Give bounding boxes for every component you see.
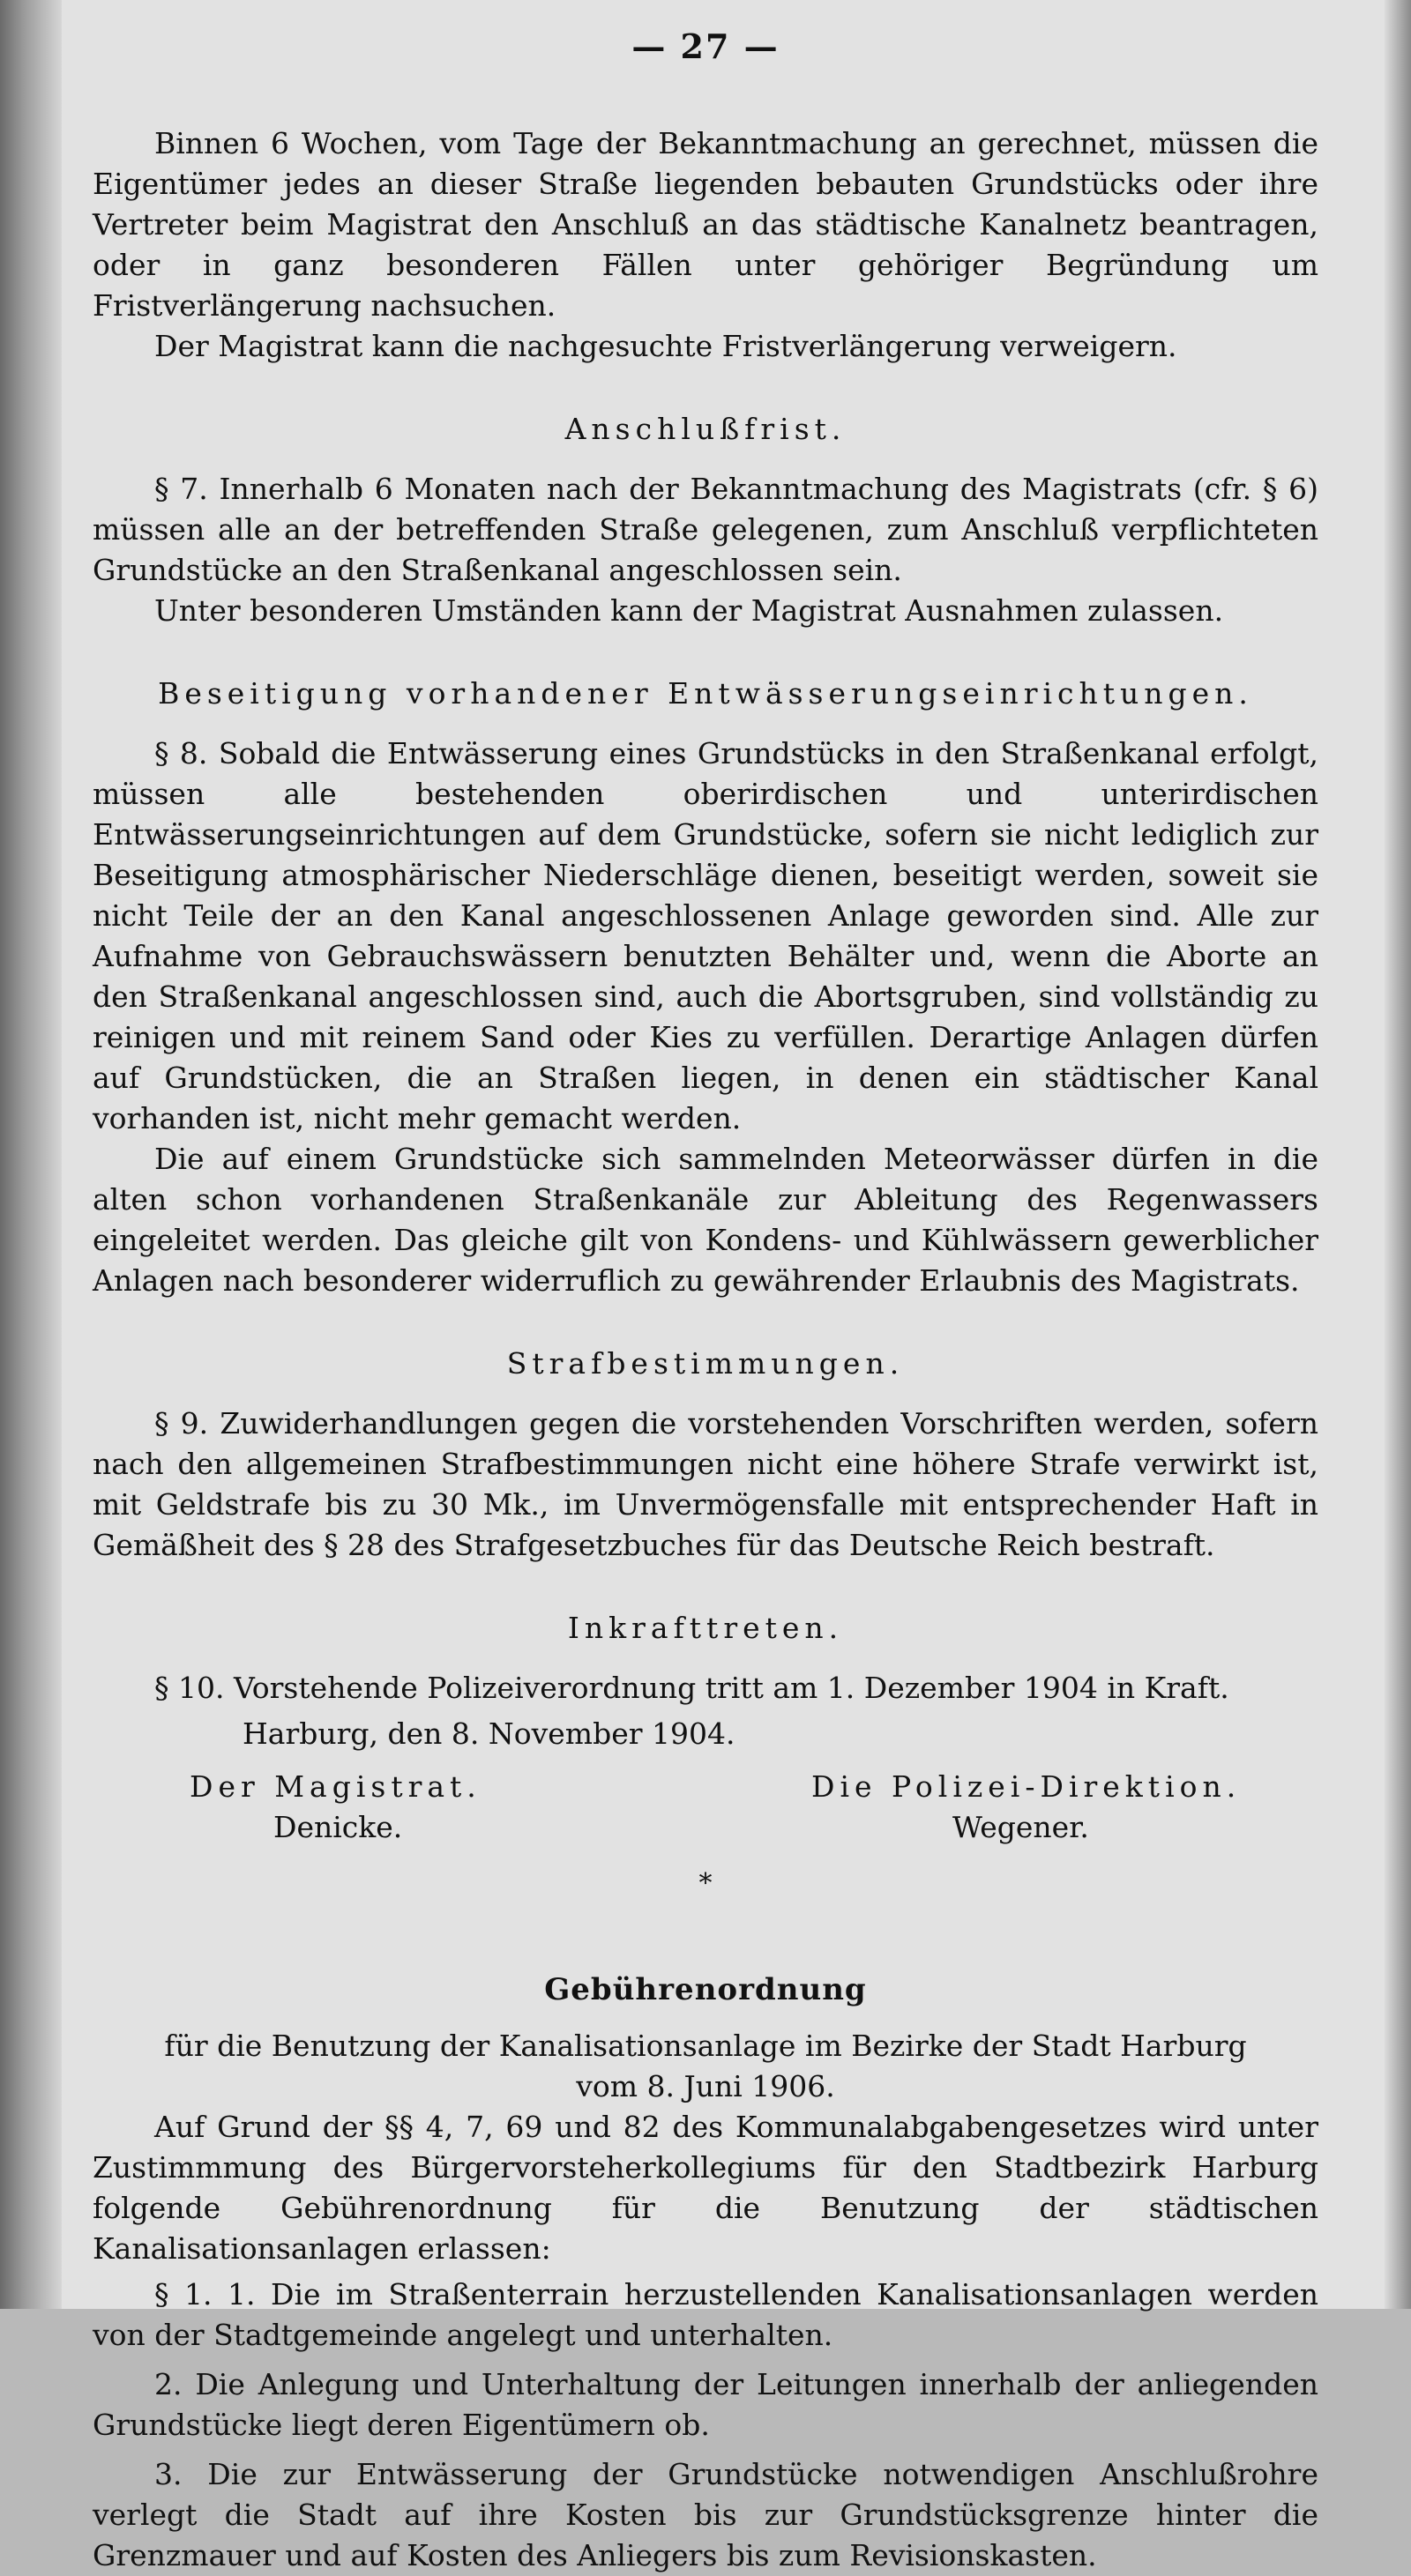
signature-magistrat: [190, 1767, 482, 1848]
fee-ordinance-subtitle-2: vom 8. Juni 1906.: [576, 2069, 835, 2103]
section-8-paragraph-2: Die auf einem Grundstücke sich sammelnden Meteorwässer dürfen in die alten schon vorhandenen Straßenkanäle zur Ableitung des Regenwassers eingeleitet werden. Das gleiche gilt von Kondens- und Kühlwässern gewerblicher Anlagen nach besonderer widerruflich zu gewährender Erlaubnis des Magistrats.: [93, 1142, 1318, 1298]
fee-ordinance-section-1-item-2: 2. Die Anlegung und Unterhaltung der Leitungen innerhalb der anliegenden Grundstücke liegt deren Eigentümern ob.: [93, 2367, 1318, 2442]
section-7-paragraph-1: § 7. Innerhalb 6 Monaten nach der Bekanntmachung des Magistrats (cfr. § 6) müssen alle an der betreffenden Straße gelegenen, zum Anschluß verpflichteten Grundstücke an den Straßenkanal angeschlossen sein.: [93, 472, 1318, 587]
signature-right-title: Die Polizei-Direktion.: [811, 1769, 1242, 1804]
fee-ordinance-subtitle-1: für die Benutzung der Kanalisationsanlage im Bezirke der Stadt Harburg: [164, 2029, 1247, 2063]
section-7-heading: Anschlußfrist.: [564, 412, 847, 446]
signature-block: [93, 1767, 1318, 1853]
section-7-paragraph-2: Unter besonderen Umständen kann der Magistrat Ausnahmen zulassen.: [154, 593, 1224, 628]
fee-ordinance-section-1-item-3: 3. Die zur Entwässerung der Grundstücke notwendigen Anschlußrohre verlegt die Stadt auf ihre Kosten bis zur Grundstücksgrenze hinter die Grenzmauer und auf Kosten des Anliegers bis zum Revisionskasten.: [93, 2457, 1318, 2572]
section-separator: *: [698, 1868, 713, 1899]
signature-left-title: Der Magistrat.: [190, 1769, 482, 1804]
signature-right-name: Wegener.: [952, 1810, 1089, 1844]
page-edge-left: [0, 0, 62, 2309]
section-9-heading: Strafbestimmungen.: [506, 1346, 905, 1381]
section-8-paragraph-1: § 8. Sobald die Entwässerung eines Grundstücks in den Straßenkanal erfolgt, müssen alle bestehenden oberirdischen und unterirdischen Entwässerungseinrichtungen auf dem Grundstücke, sofern sie nicht lediglich zur Beseitigung atmosphärischer Niederschläge dienen, beseitigt werden, soweit sie nicht Teile der an den Kanal angeschlossenen Anlage geworden sind. Alle zur Aufnahme von Gebrauchswässern benutzten Behälter und, wenn die Aborte an den Straßenkanal angeschlossen sind, auch die Abortsgruben, sind vollständig zu reinigen und mit reinem Sand oder Kies zu verfüllen. Derartige Anlagen dürfen auf Grundstücken, die an Straßen liegen, in denen ein städtischer Kanal vorhanden ist, nicht mehr gemacht werden.: [93, 736, 1318, 1135]
page-number: — 27 —: [631, 26, 780, 66]
fee-ordinance-title: Gebührenordnung: [544, 1972, 867, 2007]
signature-left-name: Denicke.: [273, 1810, 403, 1844]
page-edge-right: [1385, 0, 1411, 2309]
section-8-heading: Beseitigung vorhandener Entwässerungseinrichtungen.: [158, 676, 1253, 711]
fee-ordinance-preamble: Auf Grund der §§ 4, 7, 69 und 82 des Kommunalabgabengesetzes wird unter Zustimmmung des Bürgervorsteherkollegiums für den Stadtbezirk Harburg folgende Gebührenordnung für die Benutzung der städtischen Kanalisationsanlagen erlassen:: [93, 2110, 1318, 2266]
section-10-paragraph-1: § 10. Vorstehende Polizeiverordnung tritt am 1. Dezember 1904 in Kraft.: [154, 1671, 1229, 1705]
section-9-paragraph-1: § 9. Zuwiderhandlungen gegen die vorstehenden Vorschriften werden, sofern nach den allgemeinen Strafbestimmungen nicht eine höhere Strafe verwirkt ist, mit Geldstrafe bis zu 30 Mk., im Unvermögensfalle mit entsprechender Haft in Gemäßheit des § 28 des Strafgesetzbuches für das Deutsche Reich bestraft.: [93, 1406, 1318, 1562]
fee-ordinance-section-1-item-1: § 1. 1. Die im Straßenterrain herzustellenden Kanalisationsanlagen werden von der Stadtgemeinde angelegt und unterhalten.: [93, 2277, 1318, 2352]
signature-polizei-direktion: [811, 1767, 1241, 1848]
page-content: [93, 25, 1318, 2576]
section-10-heading: Inkrafttreten.: [567, 1611, 844, 1645]
intro-paragraph-1: Binnen 6 Wochen, vom Tage der Bekanntmachung an gerechnet, müssen die Eigentümer jedes an dieser Straße liegenden bebauten Grundstücks oder ihre Vertreter beim Magistrat den Anschluß an das städtische Kanalnetz beantragen, oder in ganz besonderen Fällen unter gehöriger Begründung um Fristverlängerung nachsuchen.: [93, 126, 1318, 323]
intro-paragraph-2: Der Magistrat kann die nachgesuchte Fristverlängerung verweigern.: [154, 329, 1177, 363]
date-line: Harburg, den 8. November 1904.: [243, 1716, 735, 1751]
